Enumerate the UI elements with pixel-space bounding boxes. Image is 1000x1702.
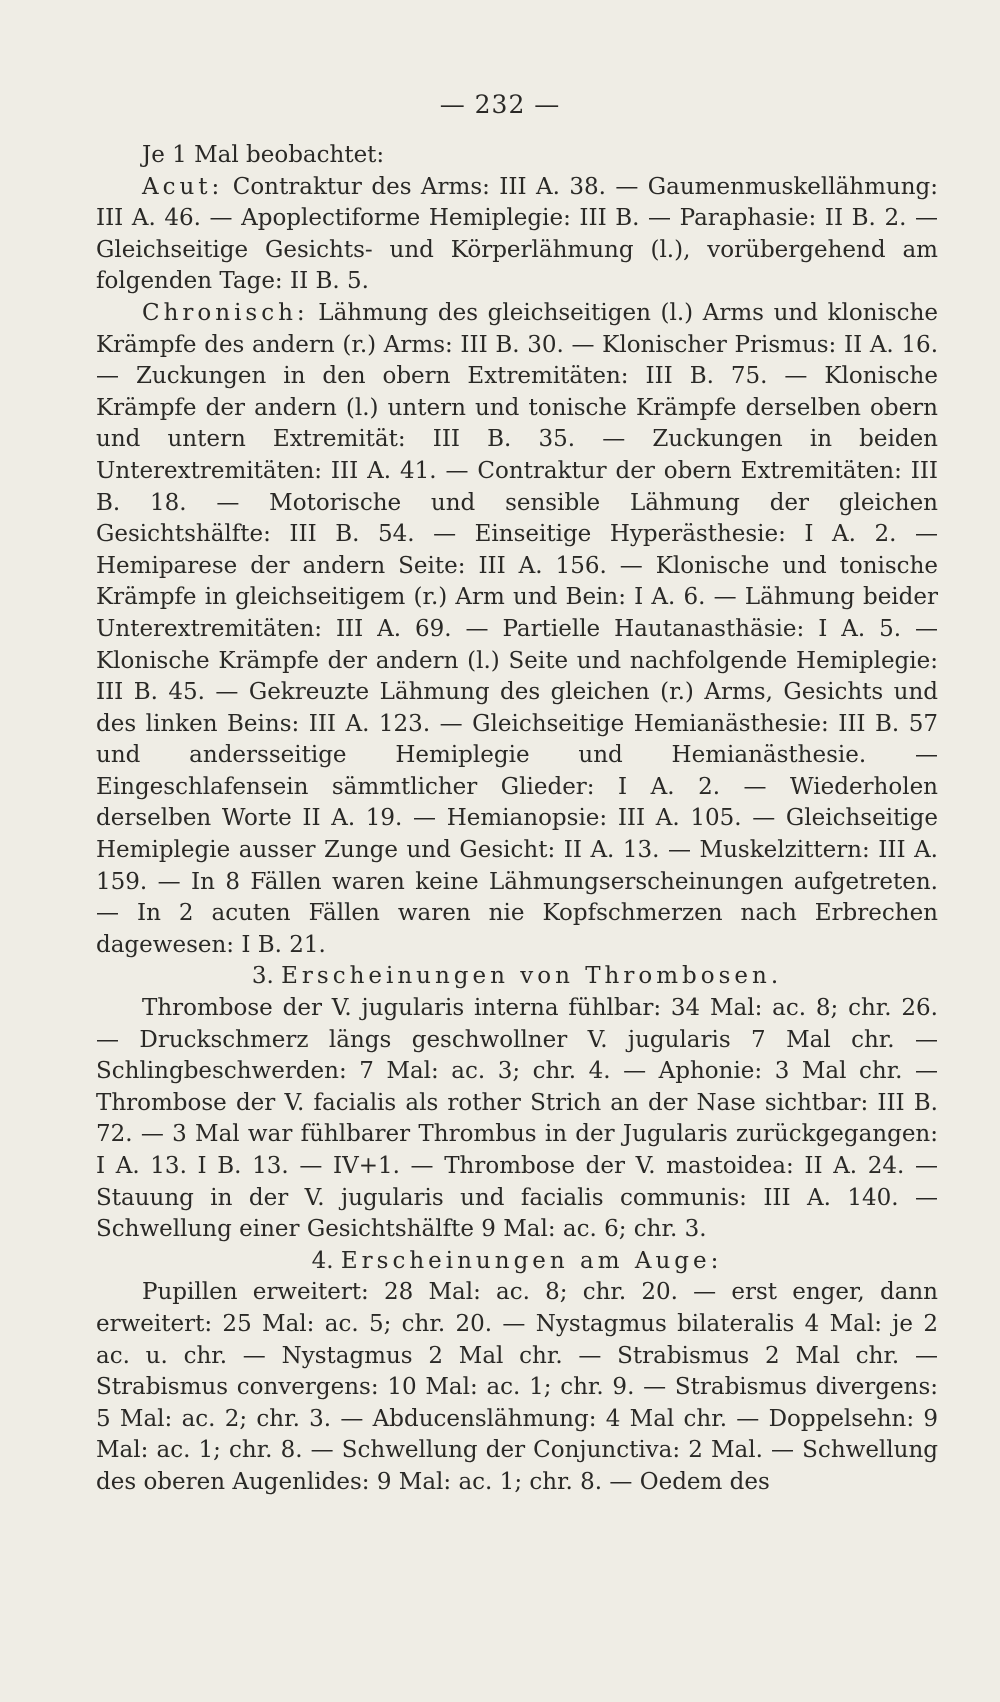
section-4-number: 4. [311,1247,334,1274]
section-4-paragraph: Pupillen erweitert: 28 Mal: ac. 8; chr. 20. — erst enger, dann erweitert: 25 Mal: ac. 5; chr. 20. — Nystagmus bilateralis 4 Mal: je 2 ac. u. chr. — Nystagmus 2 Mal chr. — Strabismus 2 Mal chr. — Strabismus convergens: 10 Mal: ac. 1; chr. 9. — Strabismus divergens: 5 Mal: ac. 2; chr. 3. — Abducenslähmung: 4 Mal chr. — Doppelsehn: 9 Mal: ac. 1; chr. 8. — Schwellung der Conjunctiva: 2 Mal. — Schwellung des oberen Augenlides: 9 Mal: ac. 1; chr. 8. — Oedem des [96,1279,938,1495]
intro-line: Je 1 Mal beobachtet: [142,142,385,168]
chronic-label: Chronisch: [142,299,309,326]
section-3-paragraph: Thrombose der V. jugularis interna fühlbar: 34 Mal: ac. 8; chr. 26. — Druckschmerz längs geschwollner V. jugularis 7 Mal chr. — Schlingbeschwerden: 7 Mal: ac. 3; chr. 4. — Aphonie: 3 Mal chr. — Thrombose der V. facialis als rother Strich an der Nase sichtbar: III B. 72. — 3 Mal war fühlbarer Thrombus in der Jugularis zurückgegangen: I A. 13. I B. 13. — IV+1. — Thrombose der V. mastoidea: II A. 24. — Stauung in der V. jugularis und facialis communis: III A. 140. — Schwellung einer Gesichtshälfte 9 Mal: ac. 6; chr. 3. [96,995,938,1243]
chronic-paragraph [96,298,938,961]
acute-text: Contraktur des Arms: III A. 38. — Gaumenmuskellähmung: III A. 46. — Apoplectiforme Hemiplegie: III B. — Paraphasie: II B. 2. — Gleichseitige Gesichts- und Körperlähmung (l.), vorübergehend am folgenden Tage: II B. 5. [96,173,939,295]
acute-paragraph [96,172,938,298]
section-4-title: Erscheinungen am Auge: [340,1247,723,1274]
section-3-number: 3. [251,963,274,990]
section-3-heading [96,961,938,993]
section-4-heading [96,1246,938,1278]
section-3-title: Erscheinungen von Thrombosen. [281,963,783,990]
acute-label: Acut: [142,173,224,200]
chronic-text: Lähmung des gleichseitigen (l.) Arms und klonische Krämpfe des andern (r.) Arms: III B. 30. — Klonischer Prismus: II A. 16. — Zuckungen in den obern Extremitäten: III B. 75. — Klonische Krämpfe der andern (l.) untern und tonische Krämpfe derselben obern und untern Extremität: III B. 35. — Zuckungen in beiden Unterextremitäten: III A. 41. — Contraktur der obern Extremitäten: III B. 18. — Motorische und sensible Lähmung der gleichen Gesichtshälfte: III B. 54. — Einseitige Hyperästhesie: I A. 2. — Hemiparese der andern Seite: III A. 156. — Klonische und tonische Krämpfe in gleichseitigem (r.) Arm und Bein: I A. 6. — Lähmung beider Unterextremitäten: III A. 69. — Partielle Hautanasthäsie: I A. 5. — Klonische Krämpfe der andern (l.) Seite und nachfolgende Hemiplegie: III B. 45. — Gekreuzte Lähmung des gleichen (r.) Arms, Gesichts und des linken Beins: III A. 123. — Gleichseitige Hemianästhesie: III B. 57 und andersseitige Hemiplegie und Hemianästhesie. — Eingeschlafensein sämmtlicher Glieder: I A. 2. — Wiederholen derselben Worte II A. 19. — Hemianopsie: III A. 105. — Gleichseitige Hemiplegie ausser Zunge und Gesicht: II A. 13. — Muskelzittern: III A. 159. — In 8 Fällen waren keine Lähmungserscheinungen aufgetreten. — In 2 acuten Fällen waren nie Kopfschmerzen nach Erbrechen dagewesen: I B. 21. [96,299,938,958]
page-number: — 232 — [439,90,561,119]
page-body [96,140,938,1499]
